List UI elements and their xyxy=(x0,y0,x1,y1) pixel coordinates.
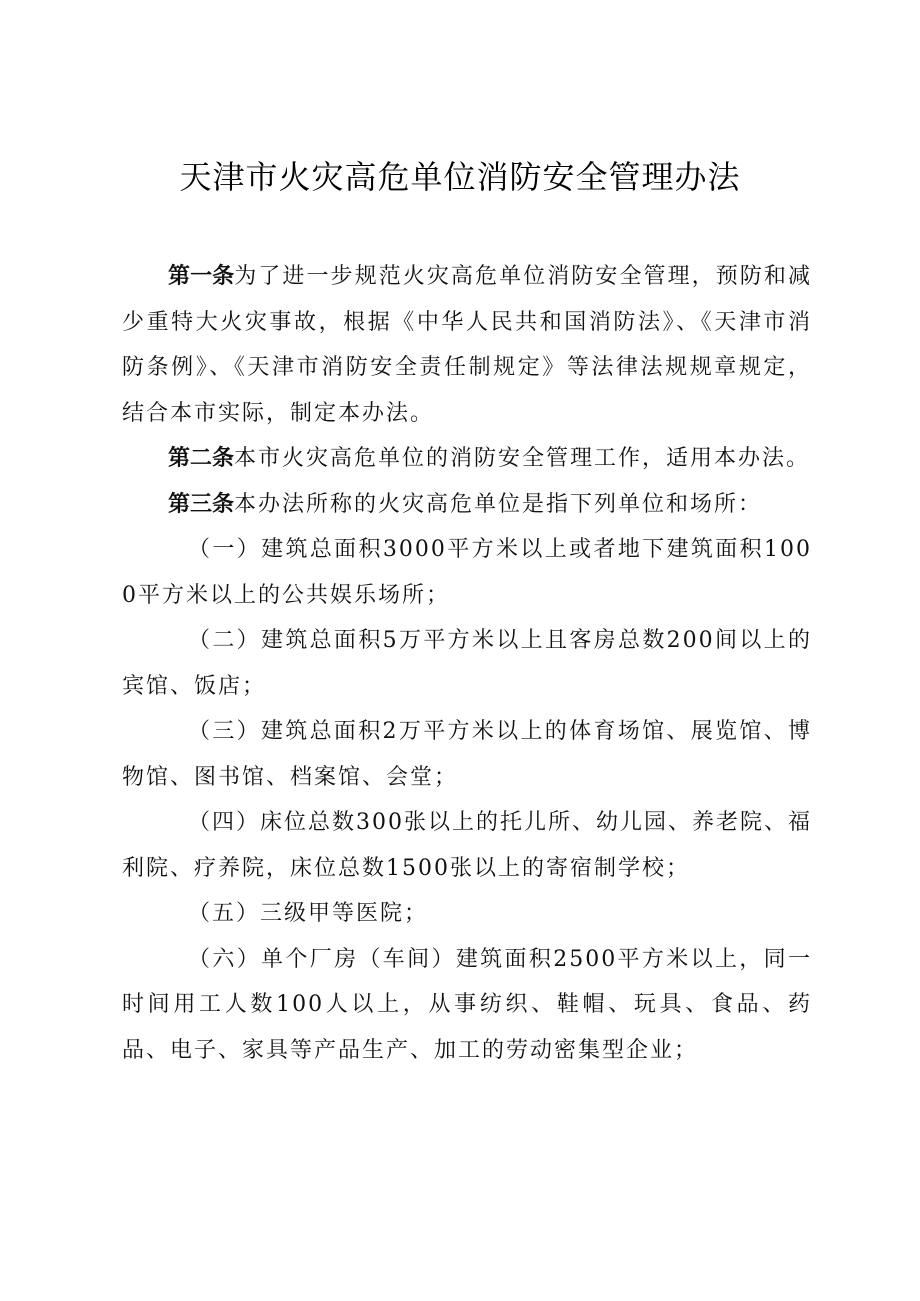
list-item: （一）建筑总面积3000平方米以上或者地下建筑面积1000平方米以上的公共娱乐场所； xyxy=(122,537,812,608)
article-3 xyxy=(122,482,812,528)
list-item: （五）三级甲等医院； xyxy=(188,901,429,926)
document-title: 天津市火灾高危单位消防安全管理办法 xyxy=(179,158,741,196)
list-item: （四）床位总数300张以上的托儿所、幼儿园、养老院、福利院、疗养院，床位总数1500张以上的寄宿制学校； xyxy=(122,810,812,881)
article-text: 本办法所称的火灾高危单位是指下列单位和场所： xyxy=(234,491,763,517)
list-item: （六）单个厂房（车间）建筑面积2500平方米以上，同一时间用工人数100人以上，从事纺织、鞋帽、玩具、食品、药品、电子、家具等产品生产、加工的劳动密集型企业； xyxy=(122,946,812,1063)
article-text: 为了进一步规范火灾高危单位消防安全管理，预防和减少重特大火灾事故，根据《中华人民共和国消防法》、《天津市消防条例》、《天津市消防安全责任制规定》等法律法规规章规定，结合本市实际，制定本办法。 xyxy=(122,264,812,426)
document-body xyxy=(122,254,812,1073)
article-label: 第三条 xyxy=(168,491,235,517)
list-item: （二）建筑总面积5万平方米以上且客房总数200间以上的宾馆、饭店； xyxy=(122,628,812,699)
article-text: 本市火灾高危单位的消防安全管理工作，适用本办法。 xyxy=(234,446,811,471)
article-1 xyxy=(122,254,812,436)
article-label: 第一条 xyxy=(168,264,235,289)
list-item: （三）建筑总面积2万平方米以上的体育场馆、展览馆、博物馆、图书馆、档案馆、会堂； xyxy=(122,719,812,790)
article-label: 第二条 xyxy=(168,446,235,471)
article-2 xyxy=(122,436,812,482)
